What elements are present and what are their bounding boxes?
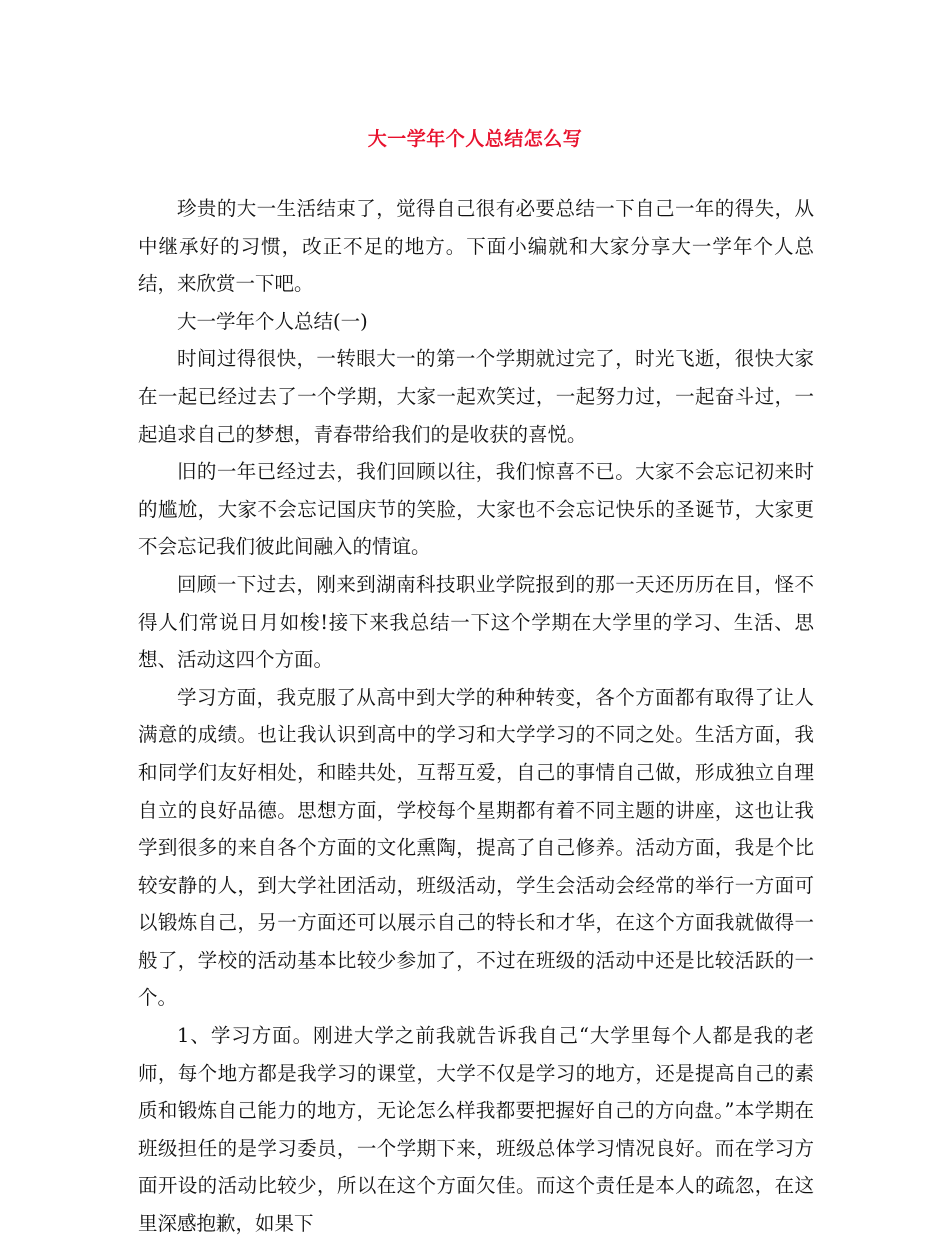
paragraph: 回顾一下过去，刚来到湖南科技职业学院报到的那一天还历历在目，怪不得人们常说日月如梭!接下来我总结一下这个学期在大学里的学习、生活、思想、活动这四个方面。 <box>138 572 814 672</box>
section-heading: 大一学年个人总结(一) <box>177 309 368 333</box>
paragraph-intro: 珍贵的大一生活结束了，觉得自己很有必要总结一下自己一年的得失，从中继承好的习惯，改正不足的地方。下面小编就和大家分享大一学年个人总结，来欣赏一下吧。 <box>138 197 814 296</box>
paragraph: 旧的一年已经过去，我们回顾以往，我们惊喜不已。大家不会忘记初来时的尴尬，大家不会忘记国庆节的笑脸，大家也不会忘记快乐的圣诞节，大家更不会忘记我们彼此间融入的情谊。 <box>138 460 814 559</box>
paragraph: 时间过得很快，一转眼大一的第一个学期就过完了，时光飞逝，很快大家在一起已经过去了一个学期，大家一起欢笑过，一起努力过，一起奋斗过，一起追求自己的梦想，青春带给我们的是收获的喜悦。 <box>138 347 814 446</box>
paragraph: 1、学习方面。刚进大学之前我就告诉我自己“大学里每个人都是我的老师，每个地方都是我学习的课堂，大学不仅是学习的地方，还是提高自己的素质和锻炼自己能力的地方，无论怎么样我都要把握好自己的方向盘。”本学期在班级担任的是学习委员，一个学期下来，班级总体学习情况良好。而在学习方面开设的活动比较少，所以在这个方面欠佳。而这个责任是本人的疏忽，在这里深感抱歉，如果下 <box>138 1024 814 1236</box>
document-body <box>138 190 814 1243</box>
paragraph: 学习方面，我克服了从高中到大学的种种转变，各个方面都有取得了让人满意的成绩。也让我认识到高中的学习和大学学习的不同之处。生活方面，我和同学们友好相处，和睦共处，互帮互爱，自己的事情自己做，形成独立自理自立的良好品德。思想方面，学校每个星期都有着不同主题的讲座，这也让我学到很多的来自各个方面的文化熏陶，提高了自己修养。活动方面，我是个比较安静的人，到大学社团活动，班级活动，学生会活动会经常的举行一方面可以锻炼自己，另一方面还可以展示自己的特长和才华，在这个方面我就做得一般了，学校的活动基本比较少参加了，不过在班级的活动中还是比较活跃的一个。 <box>138 685 814 1010</box>
document-title: 大一学年个人总结怎么写 <box>367 128 583 150</box>
